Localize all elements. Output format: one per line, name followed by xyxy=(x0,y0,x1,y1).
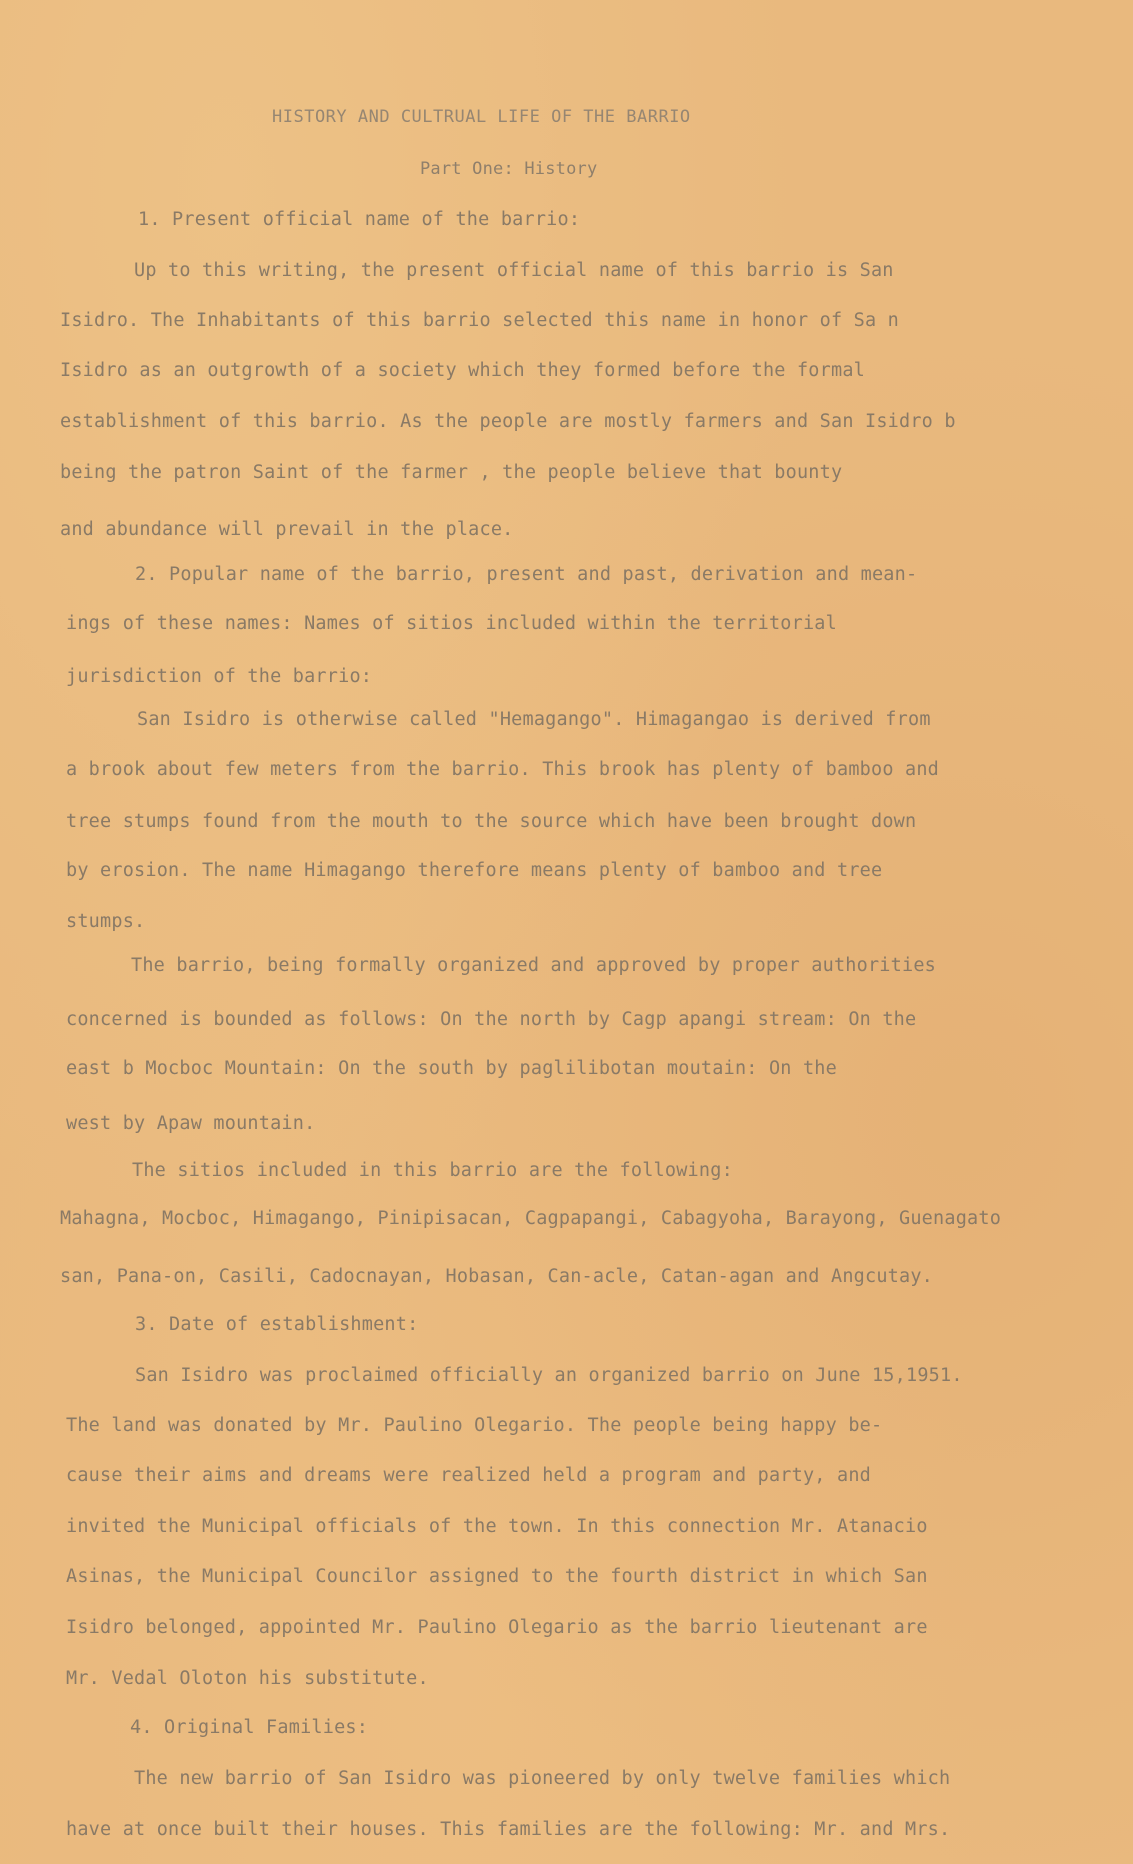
text-line: Up to this writing, the present official name of this barrio is San xyxy=(134,260,894,281)
text-line: Mr. Vedal Oloton his substitute. xyxy=(66,1668,429,1689)
text-line: establishment of this barrio. As the people are mostly farmers and San Isidro b xyxy=(60,411,956,432)
text-line: Asinas, the Municipal Councilor assigned to the fourth district in which San xyxy=(66,1566,928,1587)
text-line: and abundance will prevail in the place. xyxy=(60,519,514,540)
part-heading: Part One: History xyxy=(420,159,598,179)
text-line: west by Apaw mountain. xyxy=(66,1113,316,1134)
document-title: HISTORY AND CULTRUAL LIFE OF THE BARRIO xyxy=(272,107,691,127)
text-line: san, Pana-on, Casili, Cadocnayan, Hobasan, Can-acle, Catan-agan and Angcutay. xyxy=(60,1266,934,1287)
section-heading: 1. Present official name of the barrio: xyxy=(138,209,581,230)
text-line: stumps. xyxy=(66,911,146,932)
text-line: jurisdiction of the barrio: xyxy=(66,666,373,687)
text-line: being the patron Saint of the farmer , the people believe that bounty xyxy=(60,462,843,483)
section-heading: 2. Popular name of the barrio, present and past, derivation and mean- xyxy=(135,564,918,585)
text-line: tree stumps found from the mouth to the source which have been brought down xyxy=(66,811,917,832)
text-line: Isidro belonged, appointed Mr. Paulino Olegario as the barrio lieutenant are xyxy=(66,1617,928,1638)
text-line: concerned is bounded as follows: On the north by Cagp apangi stream: On the xyxy=(66,1009,917,1030)
text-line: Isidro as an outgrowth of a society which they formed before the formal xyxy=(60,360,865,381)
text-line: invited the Municipal officials of the town. In this connection Mr. Atanacio xyxy=(66,1516,928,1537)
section-heading: 3. Date of establishment: xyxy=(135,1314,419,1335)
text-line: The sitios included in this barrio are the following: xyxy=(132,1160,733,1181)
text-line: The land was donated by Mr. Paulino Olegario. The people being happy be- xyxy=(66,1415,883,1436)
text-line: cause their aims and dreams were realized held a program and party, and xyxy=(66,1465,871,1486)
text-line: a brook about few meters from the barrio. This brook has plenty of bamboo and xyxy=(66,759,940,780)
text-line: San Isidro is otherwise called "Hemagango". Himagangao is derived from xyxy=(137,709,931,730)
text-line: The barrio, being formally organized and approved by proper authorities xyxy=(131,955,936,976)
text-line: ings of these names: Names of sitios included within the territorial xyxy=(66,613,837,634)
section-heading: 4. Original Families: xyxy=(130,1717,369,1738)
text-line: The new barrio of San Isidro was pioneered by only twelve families which xyxy=(134,1768,951,1789)
text-line: San Isidro was proclaimed officially an organized barrio on June 15,1951. xyxy=(135,1365,963,1386)
text-line: east b Mocboc Mountain: On the south by paglilibotan moutain: On the xyxy=(66,1058,837,1079)
text-line: Mahagna, Mocboc, Himagango, Pinipisacan, Cagpapangi, Cabagyoha, Barayong, Guenagato xyxy=(60,1208,1002,1229)
text-line: Isidro. The Inhabitants of this barrio selected this name in honor of Sa n xyxy=(60,310,900,331)
text-line: by erosion. The name Himagango therefore means plenty of bamboo and tree xyxy=(66,860,883,881)
text-line: have at once built their houses. This families are the following: Mr. and Mrs. xyxy=(66,1819,951,1840)
